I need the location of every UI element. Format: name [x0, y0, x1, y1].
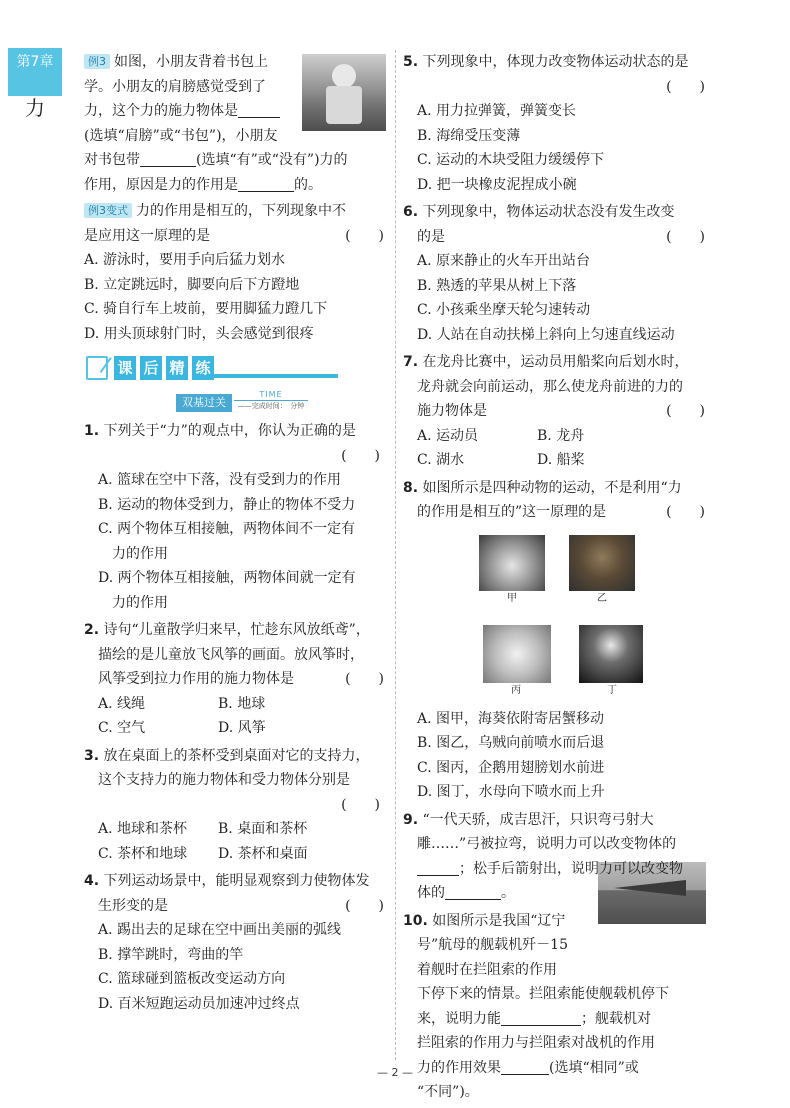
answer-paren[interactable]: ( ): [345, 227, 384, 244]
question-number: 8.: [403, 479, 419, 496]
question-stem: 号”航母的舰载机歼－15: [417, 937, 568, 953]
question-stem: ；松手后箭射出，说明力可以改变物: [459, 860, 683, 877]
right-column: [403, 50, 715, 1105]
question-stem: 如图所示是四种动物的运动，不是利用“力: [422, 479, 682, 496]
question-stem: 的作用是相互的”这一原理的是: [417, 504, 607, 520]
question-stem: 描绘的是儿童放飞风筝的画面。放风筝时，: [98, 646, 364, 663]
page-number: — 2 —: [377, 1066, 413, 1079]
section-title-char: 精: [166, 356, 188, 380]
answer-paren[interactable]: ( ): [341, 447, 380, 464]
question-stem: 在龙舟比赛中，运动员用船桨向后划水时，: [422, 354, 689, 370]
option: C. 两个物体互相接触，两物体间不一定有: [98, 521, 356, 537]
question-stem: 如图所示是我国“辽宁: [432, 912, 566, 929]
section-header: [84, 354, 390, 384]
option: D. 船桨: [537, 452, 585, 468]
question-stem: 力的作用是相互的，下列现象中不: [136, 203, 346, 219]
example-text: 的。: [294, 176, 322, 193]
time-label: TIME: [259, 390, 283, 399]
question-stem: 下列现象中，物体运动状态没有发生改变: [422, 204, 675, 220]
variant-badge: 例3变式: [84, 203, 132, 218]
question-7: [403, 350, 715, 473]
question-stem: “一代天骄，成吉思汗，只识弯弓射大: [422, 811, 654, 828]
option: C. 空气: [98, 720, 146, 736]
option: 力的作用: [112, 594, 168, 611]
question-number: 10.: [403, 912, 428, 929]
question-stem: 诗句“儿童散学归来早，忙趁东风放纸鸢”，: [103, 622, 370, 638]
question-3: [84, 744, 390, 867]
option: B. 运动的物体受到力，静止的物体不受力: [98, 496, 356, 513]
option: C. 篮球碰到篮板改变运动方向: [98, 971, 286, 987]
question-stem: 着舰时在拦阻索的作用: [417, 961, 557, 978]
question-number: 4.: [84, 873, 100, 889]
option: D. 两个物体互相接触，两物体间就一定有: [98, 570, 356, 586]
example-text: 学。小朋友的肩膀感觉受到了: [84, 78, 266, 95]
hermit-crab-photo: [479, 535, 545, 591]
figure-caption: 甲: [507, 592, 517, 604]
question-2: [84, 618, 390, 741]
chapter-title: 力: [25, 96, 45, 120]
option: B. 立定跳远时，脚要向后下方蹬地: [84, 276, 300, 293]
option: B. 地球: [218, 695, 266, 712]
question-stem: 生形变的是: [98, 897, 168, 914]
question-number: 5.: [403, 54, 419, 70]
question-stem: 雕……”弓被拉弯，说明力可以改变物体的: [417, 836, 677, 852]
figure-caption: 乙: [597, 592, 607, 604]
column-divider: [395, 50, 396, 1060]
answer-blank[interactable]: [238, 175, 294, 192]
question-stem: 。: [501, 885, 515, 901]
example-3: [84, 50, 390, 197]
subsection-header: [84, 390, 390, 416]
answer-blank[interactable]: [501, 1009, 581, 1026]
option: A. 地球和茶杯: [98, 821, 188, 837]
option: 力的作用: [112, 545, 168, 562]
question-1: [84, 419, 390, 615]
option: C. 湖水: [417, 452, 465, 468]
option: D. 风筝: [218, 720, 266, 736]
time-field: ——完成时间： 分钟: [234, 400, 308, 411]
example-text: (选填“有”或“没有”)力的: [196, 152, 348, 168]
option: B. 图乙，乌贼向前喷水而后退: [417, 735, 605, 751]
question-number: 9.: [403, 811, 419, 828]
answer-paren[interactable]: ( ): [345, 671, 384, 687]
option: A. 踢出去的足球在空中画出美丽的弧线: [98, 922, 342, 938]
jellyfish-photo: [579, 625, 643, 683]
subsection-title: 双基过关: [176, 394, 232, 412]
question-number: 7.: [403, 354, 419, 370]
example-badge: 例3: [84, 54, 110, 69]
option: C. 骑自行车上坡前，要用脚猛力蹬几下: [84, 301, 328, 317]
left-column: [84, 50, 390, 1016]
example-text: 对书包带: [84, 152, 140, 168]
question-stem: 下列运动场景中，能明显观察到力使物体发: [103, 873, 370, 889]
answer-blank[interactable]: [445, 883, 501, 900]
section-title-char: 练: [192, 356, 214, 380]
option: B. 海绵受压变薄: [417, 127, 521, 144]
example-3-variant: [84, 199, 390, 346]
example-text: 力，这个力的施力物体是: [84, 103, 238, 119]
question-stem: “不同”)。: [417, 1084, 479, 1100]
option: D. 图丁，水母向下喷水而上升: [417, 784, 605, 800]
question-stem: 风筝受到拉力作用的施力物体是: [98, 671, 294, 687]
answer-blank[interactable]: [417, 859, 459, 876]
option: A. 线绳: [98, 695, 146, 712]
example-text: 作用，原因是力的作用是: [84, 176, 238, 193]
question-9: [403, 808, 715, 906]
answer-blank[interactable]: [140, 150, 196, 167]
answer-paren[interactable]: ( ): [666, 403, 705, 419]
figure-caption: 丙: [511, 684, 521, 696]
option: A. 原来静止的火车开出站台: [417, 253, 591, 269]
question-stem: 体的: [417, 885, 445, 901]
question-stem: ；舰载机对: [581, 1010, 651, 1027]
question-stem: 龙舟就会向前运动，那么使龙舟前进的力的: [417, 378, 683, 395]
option: A. 运动员: [417, 427, 479, 444]
time-box: [234, 390, 308, 411]
option: B. 熟透的苹果从树上下落: [417, 277, 577, 294]
option: D. 把一块橡皮泥捏成小碗: [417, 176, 577, 193]
section-title-char: 课: [114, 356, 136, 380]
question-5: [403, 50, 715, 197]
question-stem: 下列关于“力”的观点中，你认为正确的是: [103, 423, 356, 439]
option: C. 小孩乘坐摩天轮匀速转动: [417, 302, 591, 318]
figure-caption: 丁: [607, 684, 617, 696]
option: A. 图甲，海葵依附寄居蟹移动: [417, 710, 605, 727]
answer-paren[interactable]: ( ): [341, 796, 380, 813]
question-6: [403, 200, 715, 347]
question-8: [403, 476, 715, 805]
pencil-book-icon: [86, 356, 108, 380]
squid-photo: [569, 535, 635, 591]
answer-paren[interactable]: ( ): [666, 228, 705, 245]
question-stem: 施力物体是: [417, 403, 487, 419]
question-stem: 放在桌面上的茶杯受到桌面对它的支持力，: [103, 747, 370, 764]
question-stem: 拦阻索的作用力与拦阻索对战机的作用: [417, 1035, 655, 1051]
option: C. 运动的木块受阻力缓缓停下: [417, 152, 605, 168]
option: B. 桌面和茶杯: [218, 821, 308, 837]
section-bar: [214, 374, 338, 378]
option: D. 百米短跑运动员加速冲过终点: [98, 995, 300, 1012]
answer-blank[interactable]: [238, 101, 280, 118]
option: C. 图丙，企鹅用翅膀划水前进: [417, 759, 605, 776]
option: B. 撑竿跳时，弯曲的竿: [98, 946, 244, 963]
option: B. 龙舟: [537, 427, 585, 444]
example-text: (选填“肩膀”或“书包”)，小朋友: [84, 127, 278, 144]
chapter-number: 第7章: [8, 48, 62, 96]
question-stem: 下停下来的情景。拦阻索能使舰载机停下: [417, 986, 669, 1002]
animal-figure-grid: [403, 529, 715, 707]
option: C. 茶杯和地球: [98, 845, 188, 862]
chapter-tab: [8, 48, 62, 120]
penguin-photo: [483, 625, 551, 683]
question-stem: 是应用这一原理的是: [84, 227, 210, 244]
question-number: 2.: [84, 622, 100, 638]
question-stem: 的是: [417, 228, 445, 245]
answer-paren[interactable]: ( ): [666, 78, 705, 95]
question-stem: 力的作用效果: [417, 1059, 501, 1076]
answer-paren[interactable]: ( ): [345, 897, 384, 914]
option: A. 篮球在空中下落，没有受到力的作用: [98, 472, 342, 488]
option: A. 游泳时，要用手向后猛力划水: [84, 252, 286, 268]
question-number: 6.: [403, 204, 419, 220]
question-stem: (选填“相同”或: [549, 1059, 639, 1076]
example-text: 如图，小朋友背着书包上: [114, 54, 268, 70]
option: D. 茶杯和桌面: [218, 845, 308, 862]
question-4: [84, 869, 390, 1016]
option: D. 人站在自动扶梯上斜向上匀速直线运动: [417, 326, 675, 343]
option: D. 用头顶球射门时，头会感觉到很疼: [84, 325, 314, 342]
question-number: 3.: [84, 747, 100, 764]
question-stem: 来，说明力能: [417, 1010, 501, 1027]
answer-paren[interactable]: ( ): [666, 504, 705, 520]
option: A. 用力拉弹簧，弹簧变长: [417, 103, 577, 119]
question-number: 1.: [84, 423, 100, 439]
question-stem: 下列现象中，体现力改变物体运动状态的是: [422, 54, 689, 70]
question-stem: 这个支持力的施力物体和受力物体分别是: [98, 772, 350, 788]
section-title-char: 后: [140, 356, 162, 380]
